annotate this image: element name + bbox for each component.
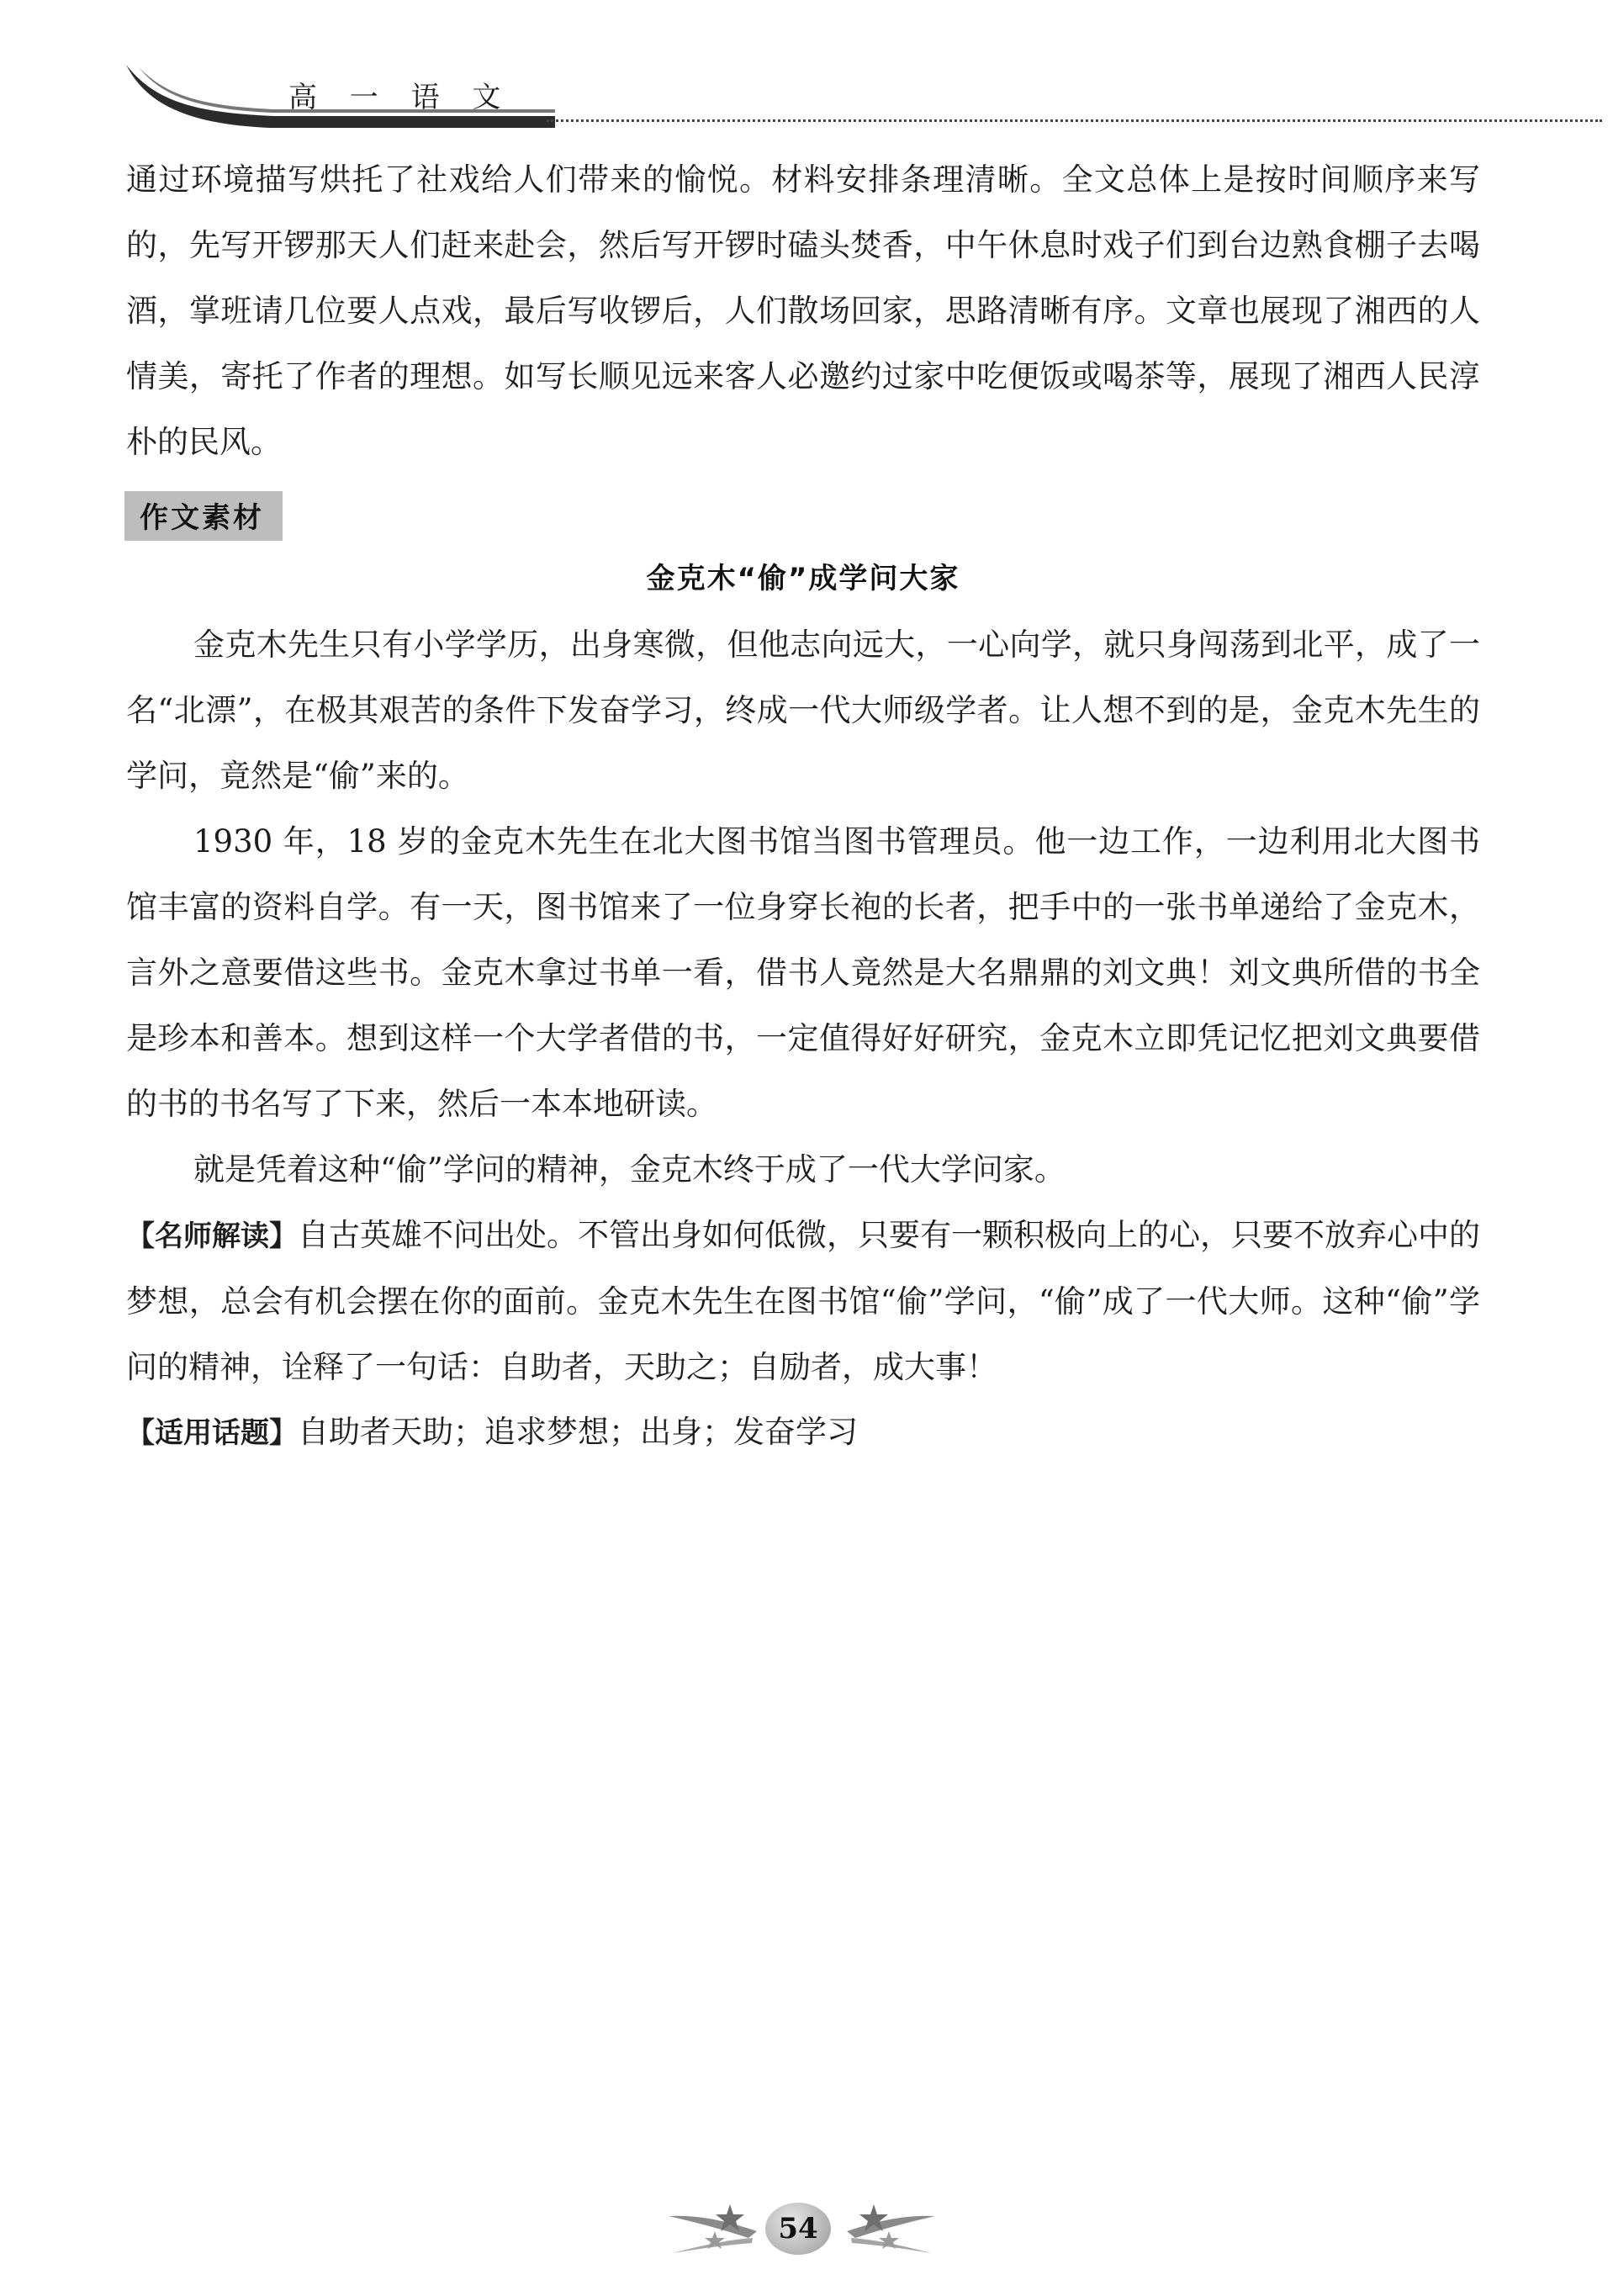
teacher-comment-text: 自古英雄不问出处。不管出身如何低微，只要有一颗积极向上的心，只要不放弃心中的梦想，总会有机会摆在你的面前。金克木先生在图书馆“偷”学问，“偷”成了一代大师。这种“偷”学问的精神，诠释了一句话：自助者，天助之；自励者，成大事！ [126,1217,1480,1385]
left-star-decoration-icon [664,2198,761,2256]
topics-text: 自助者天助；追求梦想；出身；发奋学习 [298,1414,858,1450]
topics-label: 【适用话题】 [126,1416,298,1450]
page-footer [664,2191,942,2267]
teacher-comment [126,1203,1480,1400]
section-tag: 作文素材 [124,491,283,541]
teacher-comment-label: 【名师解读】 [126,1219,298,1253]
right-star-decoration-icon [843,2198,939,2256]
article-paragraph: 金克木先生只有小学学历，出身寒微，但他志向远大，一心向学，就只身闯荡到北平，成了一名“北漂”，在极其艰苦的条件下发奋学习，终成一代大师级学者。让人想不到的是，金克木先生的学问，竟然是“偷”来的。 [126,627,1480,794]
page-number: 54 [765,2203,831,2255]
article-paragraph: 就是凭着这种“偷”学问的精神，金克木终于成了一代大学问家。 [193,1151,1066,1188]
intro-paragraph: 通过环境描写烘托了社戏给人们带来的愉悦。材料安排条理清晰。全文总体上是按时间顺序来写的，先写开锣那天人们赶来赴会，然后写开锣时磕头焚香，中午休息时戏子们到台边熟食棚子去喝酒，掌班请几位要人点戏，最后写收锣后，人们散场回家，思路清晰有序。文章也展现了湘西的人情美，寄托了作者的理想。如写长顺见远来客人必邀约过家中吃便饭或喝茶等，展现了湘西人民淳朴的民风。 [126,161,1480,460]
header-title: 高 一 语 文 [288,81,513,114]
header-divider [547,119,1602,122]
article-paragraph: 1930 年，18 岁的金克木先生在北大图书馆当图书管理员。他一边工作，一边利用北大图书馆丰富的资料自学。有一天，图书馆来了一位身穿长袍的长者，把手中的一张书单递给了金克木，言外之意要借这些书。金克木拿过书单一看，借书人竟然是大名鼎鼎的刘文典！刘文典所借的书全是珍本和善本。想到这样一个大学者借的书，一定值得好好研究，金克木立即凭记忆把刘文典要借的书的书名写了下来，然后一本本地研读。 [126,823,1480,1122]
page-header [122,61,1480,136]
applicable-topics [126,1399,1480,1466]
article-title: 金克木“偷”成学问大家 [646,562,960,595]
